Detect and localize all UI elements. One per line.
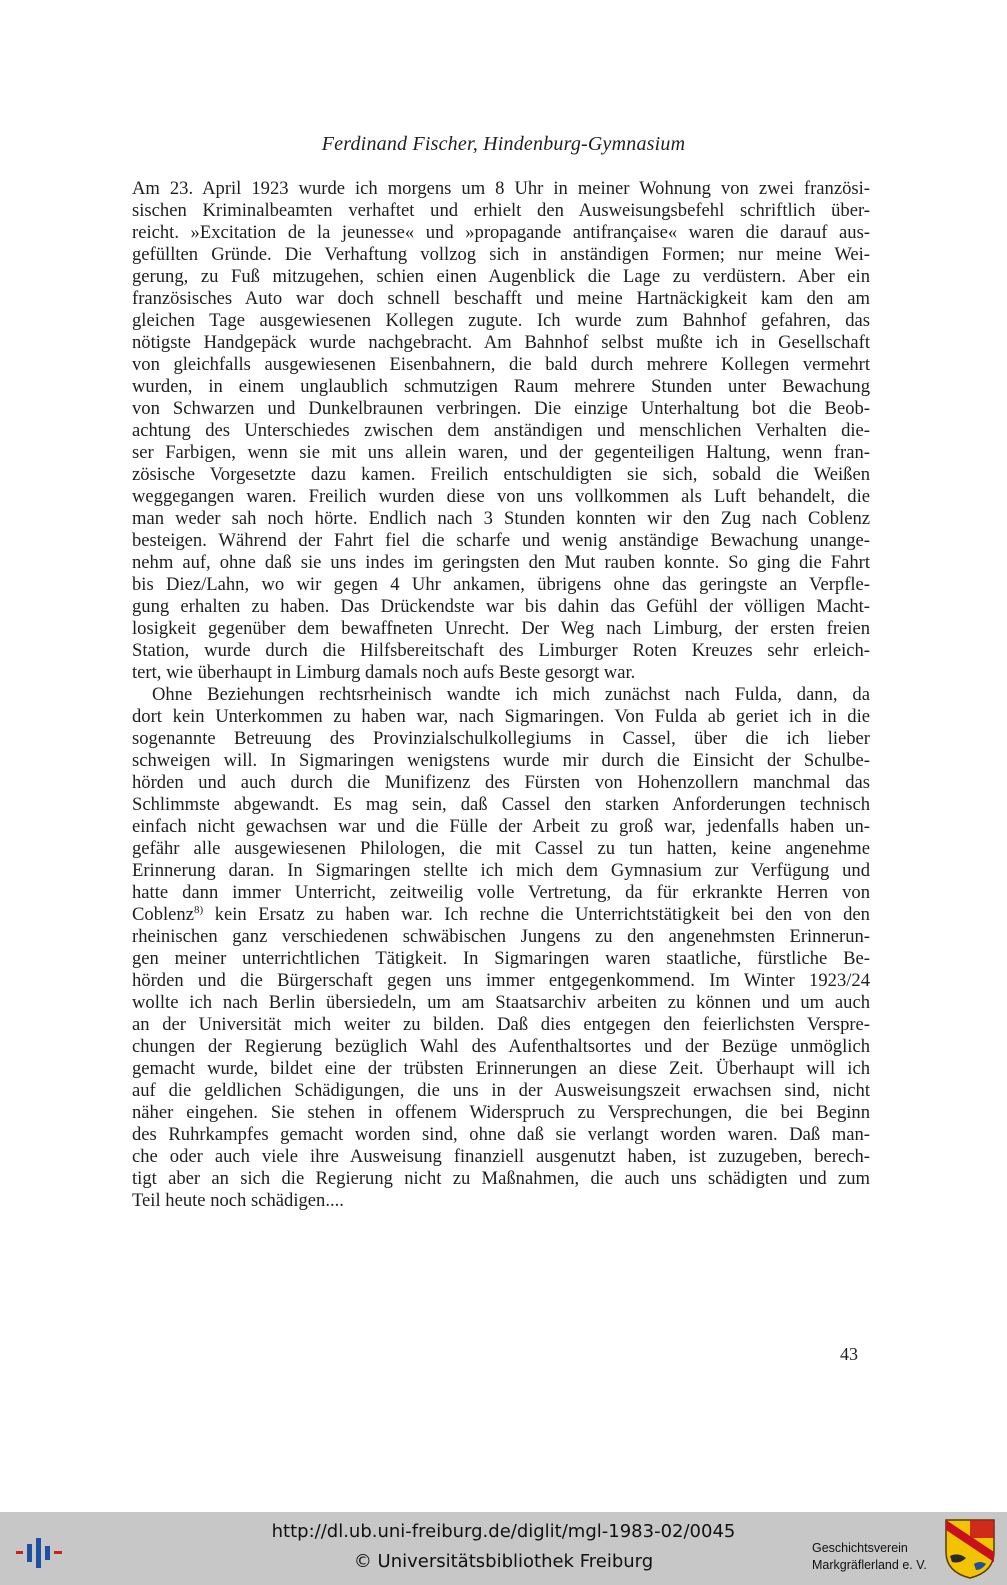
text-line: achtung des Unterschiedes zwischen dem anständigen und menschlichen Verhalten die- [132,420,870,441]
text-line-rest: kein Ersatz zu haben war. Ich rechne die Unterrichtstätigkeit bei den von den [214,904,870,925]
text-line: einfach nicht gewachsen war und die Fülle der Arbeit zu groß war, jedenfalls haben un- [132,816,870,837]
page-heading: Ferdinand Fischer, Hindenburg-Gymnasium [321,133,686,155]
text-line: näher eingehen. Sie stehen in offenem Widerspruch zu Versprechungen, die bei Beginn [132,1102,870,1123]
text-line: sogenannte Betreuung des Provinzialschulkollegiums in Cassel, über die ich lieber [132,728,870,749]
text-line: Schlimmste abgewandt. Es mag sein, daß Cassel den starken Anforderungen technisch [132,794,870,815]
text-line: Erinnerung daran. In Sigmaringen stellte ich mich dem Gymnasium zur Verfügung und [132,860,870,881]
text-line: chungen der Regierung bezüglich Wahl des Aufenthaltsortes und der Bezüge unmöglich [132,1036,870,1057]
footer-url-link[interactable]: http://dl.ub.uni-freiburg.de/diglit/mgl-1983-02/0045 [271,1521,736,1542]
text-line: gefüllten Gründe. Die Verhaftung vollzog sich in anständigen Formen; nur meine Wei- [132,244,870,265]
text-line: bis Diez/Lahn, wo wir gegen 4 Uhr ankamen, übrigens ohne das geringste an Verpfle- [132,574,870,595]
text-line: an der Universität mich weiter zu bilden. Daß dies entgegen den feierlichsten Verspre- [132,1014,870,1035]
text-line: zösische Vorgesetzte dazu kamen. Freilich entschuldigten sie sich, sobald die Weißen [132,464,870,485]
text-line: tigt aber an sich die Regierung nicht zu Maßnahmen, die auch uns schädigten und zum [132,1168,870,1189]
text-line: auf die geldlichen Schädigungen, die uns in der Ausweisungszeit erwachsen sind, nicht [132,1080,870,1101]
text-line: besteigen. Während der Fahrt fiel die scharfe und wenig anständige Bewachung unange- [132,530,870,551]
footer-copyright: © Universitätsbibliothek Freiburg [353,1551,654,1572]
text-line: losigkeit gegenüber dem bewaffneten Unrecht. Der Weg nach Limburg, der ersten freien [132,618,870,639]
text-line: Ohne Beziehungen rechtsrheinisch wandte ich mich zunächst nach Fulda, dann, da [152,684,870,705]
text-line: gleichen Tage ausgewiesenen Kollegen zugute. Ich wurde zum Bahnhof gefahren, das [132,310,870,331]
text-line: wollte ich nach Berlin übersiedeln, um am Staatsarchiv arbeiten zu können und um auch [132,992,870,1013]
text-line: des Ruhrkampfes gemacht worden sind, ohne daß sie verlangt worden waren. Daß man- [132,1124,870,1145]
society-name-line1: Geschichtsverein [812,1541,908,1555]
text-line: gen meiner unterrichtlichen Tätigkeit. In Sigmaringen waren staatliche, fürstliche Be- [132,948,870,969]
coblenz-word: Coblenz [132,904,194,925]
text-line: ser Farbigen, wenn sie mit uns allein waren, und der gegenteiligen Haltung, wenn fran- [132,442,870,463]
text-line: französisches Auto war doch schnell beschafft und meine Hartnäckigkeit kam den am [132,288,870,309]
text-line: man weder sah noch hörte. Endlich nach 3 Stunden konnten wir den Zug nach Coblenz [132,508,870,529]
coat-of-arms-icon [944,1518,996,1580]
text-line: von gleichfalls ausgewiesenen Eisenbahnern, die bald durch mehrere Kollegen vermehrt [132,354,870,375]
text-line-with-footnote [132,904,870,926]
text-line: Teil heute noch schädigen.... [132,1190,344,1211]
text-line: gemacht wurde, bildet eine der trübsten Erinnerungen an diese Zeit. Überhaupt will ich [132,1058,870,1079]
text-line: von Schwarzen und Dunkelbraunen verbringen. Die einzige Unterhaltung bot die Beob- [132,398,870,419]
body-text [132,178,870,1212]
text-line: reicht. »Excitation de la jeunesse« und »propagande antifrançaise« waren die darauf aus- [132,222,870,243]
footer-bar [0,1512,1007,1585]
text-line: gefähr alle ausgewiesenen Philologen, die mit Cassel zu tun hatten, keine angenehme [132,838,870,859]
text-line: Station, wurde durch die Hilfsbereitschaft des Limburger Roten Kreuzes sehr erleich- [132,640,870,661]
text-line: tert, wie überhaupt in Limburg damals noch aufs Beste gesorgt war. [132,662,636,683]
text-line: che oder auch viele ihre Ausweisung finanziell ausgenutzt haben, ist zuzugeben, berech- [132,1146,870,1167]
text-line: hörden und auch durch die Munifizenz des Fürsten von Hohenzollern manchmal das [132,772,870,793]
text-line: dort kein Unterkommen zu haben war, nach Sigmaringen. Von Fulda ab geriet ich in die [132,706,870,727]
text-line: rheinischen ganz verschiedenen schwäbischen Jungens zu den angenehmsten Erinnerun- [132,926,870,947]
text-line: schweigen will. In Sigmaringen wenigstens wurde mir durch die Einsicht der Schulbe- [132,750,870,771]
text-line: gung erhalten zu haben. Das Drückendste war bis dahin das Gefühl der völligen Macht- [132,596,870,617]
text-line: Am 23. April 1923 wurde ich morgens um 8 Uhr in meiner Wohnung von zwei französi- [132,178,870,199]
text-line: gerung, zu Fuß mitzugehen, schien einen Augenblick die Lage zu verdüstern. Aber ein [132,266,870,287]
society-name-line2: Markgräflerland e. V. [812,1558,927,1572]
text-line: hörden und die Bürgerschaft gegen uns immer entgegenkommend. Im Winter 1923/24 [132,970,870,991]
text-line: nehm auf, ohne daß sie uns indes im geringsten den Mut rauben konnte. So ging die Fahrt [132,552,870,573]
text-line: wurden, in einem unglaublich schmutzigen Raum mehrere Stunden unter Bewachung [132,376,870,397]
text-line: sischen Kriminalbeamten verhaftet und erhielt den Ausweisungsbefehl schriftlich über- [132,200,870,221]
text-line: nötigste Handgepäck wurde nachgebracht. Am Bahnhof selbst mußte ich in Gesellschaft [132,332,870,353]
society-name [812,1540,927,1574]
page-number: 43 [840,1344,858,1364]
text-line: hatte dann immer Unterricht, zeitweilig volle Vertretung, da für erkrankte Herren von [132,882,870,903]
footnote-ref[interactable]: 8) [193,904,204,916]
text-line: weggegangen waren. Freilich wurden diese von uns vollkommen als Luft behandelt, die [132,486,870,507]
